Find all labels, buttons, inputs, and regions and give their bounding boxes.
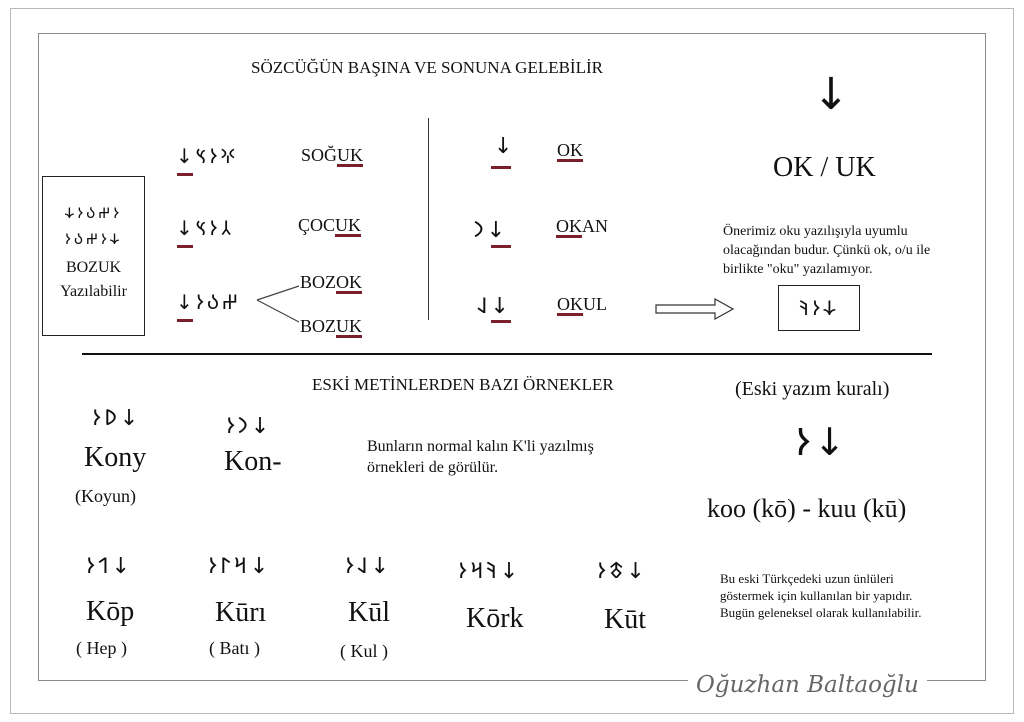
top-title: SÖZCÜĞÜN BAŞINA VE SONUNA GELEBİLİR xyxy=(251,58,603,77)
word-bozok-highlight: OK xyxy=(336,272,362,292)
example-rune: 𐰯𐰆↓ xyxy=(86,554,134,579)
example-word: Kūrı xyxy=(215,597,267,628)
example-gloss: ( Hep ) xyxy=(76,638,127,658)
box-caption: Yazılabilir xyxy=(60,283,127,300)
middle-note: Bunların normal kalın K'li yazılmış örnekleri de görülür. xyxy=(367,438,594,476)
word-bozuk xyxy=(300,316,362,338)
word-bozok xyxy=(300,272,362,294)
example-rune: 𐰣𐰆↓ xyxy=(226,414,273,439)
example-gloss: ( Kul ) xyxy=(340,641,388,661)
box-rune-line1: 𐰆𐰔𐰉𐰆𐰸 xyxy=(64,204,123,222)
example-word: Kōp xyxy=(86,596,135,627)
rune-ok: ↓ xyxy=(494,134,516,159)
word-okul xyxy=(557,294,607,316)
word-cocuk-highlight: UK xyxy=(335,215,362,235)
word-okan-highlight: OK xyxy=(556,216,582,236)
example-word: Kōrk xyxy=(466,603,524,634)
word-okul-highlight: OK xyxy=(557,294,583,314)
rune-okan: 𐰣↓ xyxy=(474,218,509,243)
signature-text: Oğuzhan Baltaoğlu xyxy=(688,672,927,698)
word-ok-highlight: OK xyxy=(557,140,583,160)
right-heading: OK / UK xyxy=(773,152,876,183)
hollow-arrow-icon xyxy=(655,298,735,320)
branch-lines xyxy=(255,278,301,328)
right-note: Önerimiz oku yazılışıyla uyumlu olacağından budur. Çünkü ok, o/u ile birlikte "oku" yazılamıyor. xyxy=(723,224,931,277)
rune-okul-underline xyxy=(491,320,511,323)
box-word: BOZUK xyxy=(65,259,122,276)
example-rune: 𐰺𐰃𐰆↓ xyxy=(208,554,272,579)
example-word: Kon- xyxy=(224,446,282,477)
rune-cocuk: ↓𐰲𐰆𐰽 xyxy=(176,216,235,240)
example-word: Kūl xyxy=(348,597,390,628)
rune-ok-underline xyxy=(491,166,511,169)
example-gloss: ( Batı ) xyxy=(209,638,260,658)
vertical-divider xyxy=(428,118,429,320)
rune-okan-underline xyxy=(491,245,511,248)
word-ok xyxy=(557,140,583,162)
horizontal-divider xyxy=(82,353,932,355)
old-rule-rune: 𐰆↓ xyxy=(795,420,849,464)
word-okan-suffix: AN xyxy=(582,216,608,236)
box-rune-line2: 𐰸𐰆𐰔𐰉𐰆 xyxy=(64,230,123,248)
example-rune: 𐱃𐰆↓ xyxy=(597,559,648,584)
rune-bozuk: ↓𐰔𐰉𐰆 xyxy=(176,290,241,314)
right-arrow-rune: ↓ xyxy=(812,69,850,120)
example-rune: 𐰖𐰆↓ xyxy=(92,406,142,431)
rune-cocuk-underline xyxy=(177,245,193,248)
signature xyxy=(688,672,927,704)
rune-okul: 𐰞↓ xyxy=(477,294,512,319)
rune-bozuk-underline xyxy=(177,319,193,322)
word-okan xyxy=(556,216,608,238)
word-okul-suffix: UL xyxy=(583,294,607,314)
example-rune: 𐰚𐰺𐰆↓ xyxy=(458,559,522,584)
word-cocuk xyxy=(298,215,361,237)
word-bozok-prefix: BOZ xyxy=(300,272,336,292)
old-rule-text: koo (kō) - kuu (kū) xyxy=(707,494,907,523)
word-soguk-highlight: UK xyxy=(337,145,364,165)
bottom-title: ESKİ METİNLERDEN BAZI ÖRNEKLER xyxy=(312,375,614,394)
rune-soguk-underline xyxy=(177,173,193,176)
rune-soguk: ↓𐰍𐰆𐰽 xyxy=(176,144,239,168)
example-word: Kūt xyxy=(604,604,646,635)
right-box-rune: 𐰸𐰆𐰚 xyxy=(799,296,839,320)
word-soguk xyxy=(301,145,363,167)
example-word: Kony xyxy=(84,442,147,473)
example-gloss: (Koyun) xyxy=(75,486,136,506)
bozuk-box xyxy=(42,176,145,336)
word-bozuk-highlight: UK xyxy=(336,316,362,336)
right-rune-box xyxy=(778,285,860,331)
old-rule-title: (Eski yazım kuralı) xyxy=(735,378,890,400)
word-bozuk-prefix: BOZ xyxy=(300,316,336,336)
old-rule-note: Bu eski Türkçedeki uzun ünlüleri göstermek için kullanılan bir yapıdır. Bugün geleneksel olarak kullanılabilir. xyxy=(720,571,922,620)
word-cocuk-prefix: ÇOC xyxy=(298,215,336,235)
example-rune: 𐰞𐰆↓ xyxy=(345,554,393,579)
word-soguk-prefix: SOĞ xyxy=(301,145,338,165)
